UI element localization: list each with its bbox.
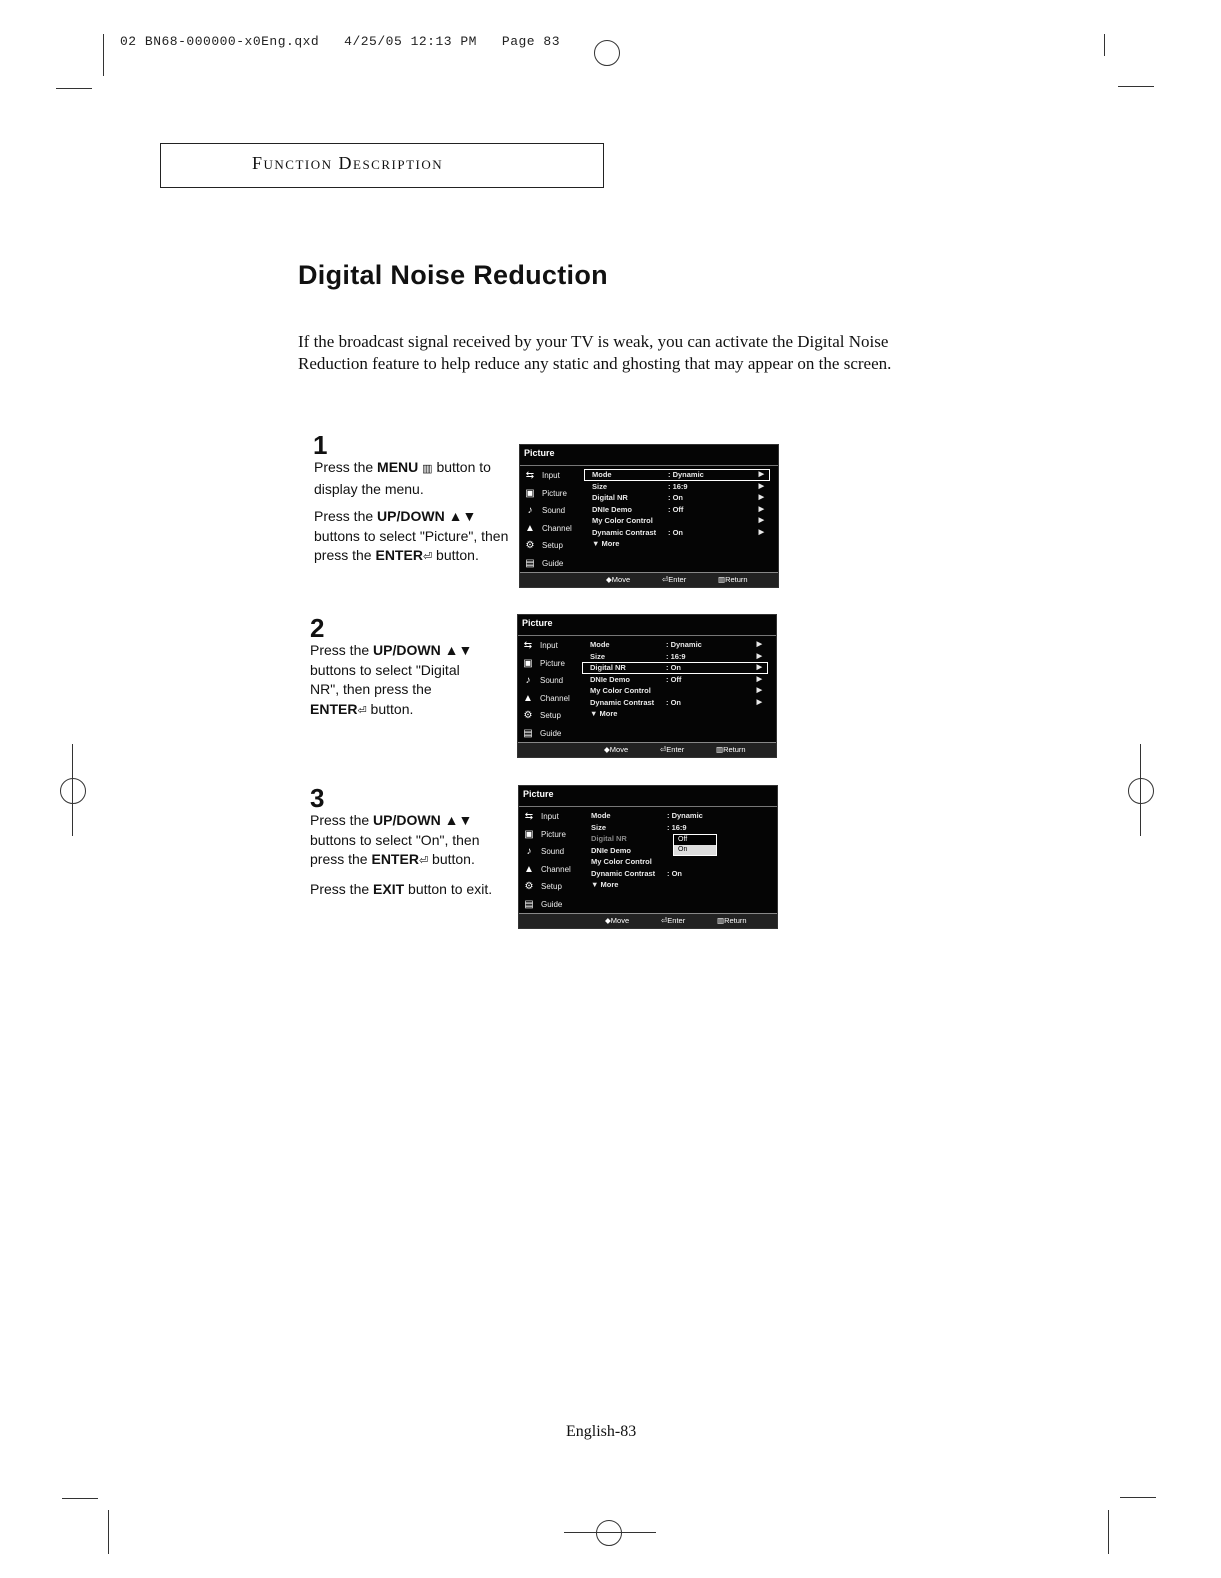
osd-sidebar [519, 808, 581, 913]
setup-icon: ⚙ [523, 710, 533, 721]
osd-sidebar-item: ⇆ Input [518, 637, 580, 655]
osd-row: DNIe Demo [591, 845, 632, 855]
arrow-right-icon: ▶ [756, 664, 762, 671]
guide-icon: ▤ [525, 557, 535, 569]
guide-icon: ▤ [523, 727, 533, 739]
crop-mark [1104, 34, 1105, 56]
step-instructions: Press the UP/DOWN ▲▼ buttons to select "On", then press the ENTER⏎ button. Press the EXIT button to exit. [310, 812, 493, 897]
osd-title-bar [518, 615, 776, 636]
osd-row: Dynamic Contrast : On ▶ [590, 697, 762, 707]
osd-footer [519, 913, 777, 928]
crop-mark [1118, 86, 1154, 87]
crop-mark [1108, 1510, 1109, 1554]
tv-menu-screenshot [517, 614, 777, 758]
osd-menu-rows [583, 810, 769, 891]
setup-icon: ⚙ [524, 881, 534, 892]
osd-sidebar-item: ▤ Guide [518, 725, 580, 743]
osd-sidebar-item: ▤ Guide [519, 896, 581, 914]
crop-mark [103, 34, 104, 76]
crop-mark [564, 1532, 656, 1533]
arrow-right-icon: ▶ [758, 471, 764, 478]
osd-move-hint: ◆ Move [604, 745, 629, 754]
osd-row: Mode : Dynamic [591, 811, 703, 820]
osd-row: My Color Control ▶ [592, 516, 764, 525]
crop-mark [72, 744, 73, 836]
setup-icon: ⚙ [525, 540, 535, 551]
osd-sidebar-item: ▣ Picture [519, 826, 581, 844]
osd-return-hint: ▥ Return [718, 575, 748, 584]
osd-footer [518, 742, 776, 757]
osd-menu-rows [584, 469, 770, 550]
osd-row: My Color Control ▶ [590, 686, 762, 695]
arrow-right-icon: ▶ [756, 698, 762, 706]
arrow-right-icon: ▶ [756, 652, 762, 660]
osd-sidebar-item: ▣ Picture [518, 655, 580, 673]
registration-mark [60, 778, 86, 804]
intro-paragraph: If the broadcast signal received by your TV is weak, you can activate the Digital Noise Reduction feature to help reduce any static and ghosting that may appear on the screen. [298, 332, 892, 373]
osd-title-bar [519, 786, 777, 807]
osd-enter-hint: ⏎ Enter [661, 916, 686, 925]
arrow-right-icon: ▶ [756, 641, 762, 648]
picture-icon: ▣ [524, 828, 534, 840]
enter-button-icon: ⏎ [418, 855, 429, 867]
registration-mark [596, 1520, 622, 1546]
arrow-right-icon: ▶ [758, 517, 764, 524]
guide-icon: ▤ [524, 898, 534, 910]
osd-sidebar-item: ▲ Channel [520, 520, 582, 538]
channel-icon: ▲ [524, 863, 534, 875]
arrow-right-icon: ▶ [758, 528, 764, 536]
menu-button-icon: ▥ [422, 463, 433, 475]
osd-sidebar-item: ⇆ Input [519, 808, 581, 826]
input-icon: ⇆ [524, 811, 534, 822]
print-slug: 02 BN68-000000-x0Eng.qxd 4/25/05 12:13 PM Page 83 [120, 34, 560, 49]
tv-menu-screenshot [518, 785, 778, 929]
osd-sidebar-item: ▲ Channel [518, 690, 580, 708]
sound-icon: ♪ [526, 846, 532, 857]
sound-icon: ♪ [527, 505, 533, 516]
channel-icon: ▲ [525, 522, 535, 534]
osd-row: Mode : Dynamic ▶ [584, 469, 770, 481]
step-number: 2 [310, 613, 325, 643]
osd-footer [520, 572, 778, 587]
enter-button-icon: ⏎ [357, 704, 367, 717]
picture-icon: ▣ [525, 487, 535, 499]
crop-mark [56, 88, 92, 89]
tv-menu-screenshot [519, 444, 779, 588]
osd-row: ▼ More [590, 709, 618, 718]
osd-sidebar-item: ♪ Sound [518, 672, 580, 690]
osd-row: Size : 16:9 [591, 822, 687, 832]
step-instructions: Press the UP/DOWN ▲▼ buttons to select "Digital NR", then press the ENTER⏎ button. [310, 642, 473, 717]
osd-enter-hint: ⏎ Enter [660, 745, 685, 754]
arrow-right-icon: ▶ [758, 482, 764, 490]
step-instructions: Press the MENU ▥ button to display the menu. Press the UP/DOWN ▲▼ buttons to select "Picture", then press the ENTER⏎ button. [314, 459, 509, 563]
picture-icon: ▣ [523, 657, 533, 669]
input-icon: ⇆ [523, 640, 533, 651]
osd-menu-rows [582, 639, 768, 720]
section-header: Function Description [252, 153, 444, 173]
osd-sidebar-item: ▲ Channel [519, 861, 581, 879]
osd-sidebar [518, 637, 580, 742]
osd-row: Mode : Dynamic ▶ [590, 640, 762, 649]
crop-mark [1140, 744, 1141, 836]
osd-sidebar-item: ▤ Guide [520, 555, 582, 573]
osd-return-hint: ▥ Return [717, 916, 747, 925]
step-number: 1 [313, 430, 328, 460]
osd-row: DNIe Demo : Off ▶ [590, 674, 762, 684]
osd-sidebar-item: ▣ Picture [520, 485, 582, 503]
osd-row: Digital NR : On ▶ [592, 493, 764, 502]
channel-icon: ▲ [523, 692, 533, 704]
osd-title: Picture [523, 789, 554, 799]
osd-title: Picture [524, 448, 555, 458]
osd-title-bar [520, 445, 778, 466]
osd-enter-hint: ⏎ Enter [662, 575, 687, 584]
arrow-right-icon: ▶ [756, 675, 762, 683]
arrow-right-icon: ▶ [756, 687, 762, 694]
osd-row: ▼ More [591, 880, 619, 889]
osd-sidebar [520, 467, 582, 572]
osd-sidebar-item: ♪ Sound [519, 843, 581, 861]
crop-mark [1120, 1497, 1156, 1498]
osd-title: Picture [522, 618, 553, 628]
osd-row: DNIe Demo : Off ▶ [592, 504, 764, 514]
osd-row: Dynamic Contrast : On [591, 868, 682, 878]
registration-mark [594, 40, 620, 66]
osd-return-hint: ▥ Return [716, 745, 746, 754]
osd-sidebar-item: ⚙ Setup [520, 537, 582, 555]
osd-move-hint: ◆ Move [605, 916, 630, 925]
step-number: 3 [310, 783, 325, 813]
page-title: Digital Noise Reduction [298, 260, 608, 290]
arrow-right-icon: ▶ [758, 494, 764, 501]
osd-sidebar-item: ♪ Sound [520, 502, 582, 520]
osd-row: Size : 16:9 ▶ [590, 651, 762, 661]
osd-sidebar-item: ⚙ Setup [519, 878, 581, 896]
crop-mark [108, 1510, 109, 1554]
crop-mark [62, 1498, 98, 1499]
osd-row: ▼ More [592, 539, 620, 548]
osd-sidebar-item: ⚙ Setup [518, 707, 580, 725]
osd-row: Dynamic Contrast : On ▶ [592, 527, 764, 537]
sound-icon: ♪ [525, 675, 531, 686]
osd-option-popup [673, 834, 717, 856]
osd-option-selected: On [674, 845, 716, 855]
input-icon: ⇆ [525, 470, 535, 481]
osd-row: Size : 16:9 ▶ [592, 481, 764, 491]
osd-sidebar-item: ⇆ Input [520, 467, 582, 485]
osd-row: Digital NR [591, 834, 627, 843]
arrow-right-icon: ▶ [758, 505, 764, 513]
osd-row: Digital NR : On ▶ [582, 662, 768, 674]
page-footer: English-83 [566, 1423, 637, 1440]
registration-mark [1128, 778, 1154, 804]
osd-move-hint: ◆ Move [606, 575, 631, 584]
enter-button-icon: ⏎ [422, 551, 433, 563]
osd-option: Off [678, 836, 688, 843]
osd-row: My Color Control [591, 857, 652, 866]
